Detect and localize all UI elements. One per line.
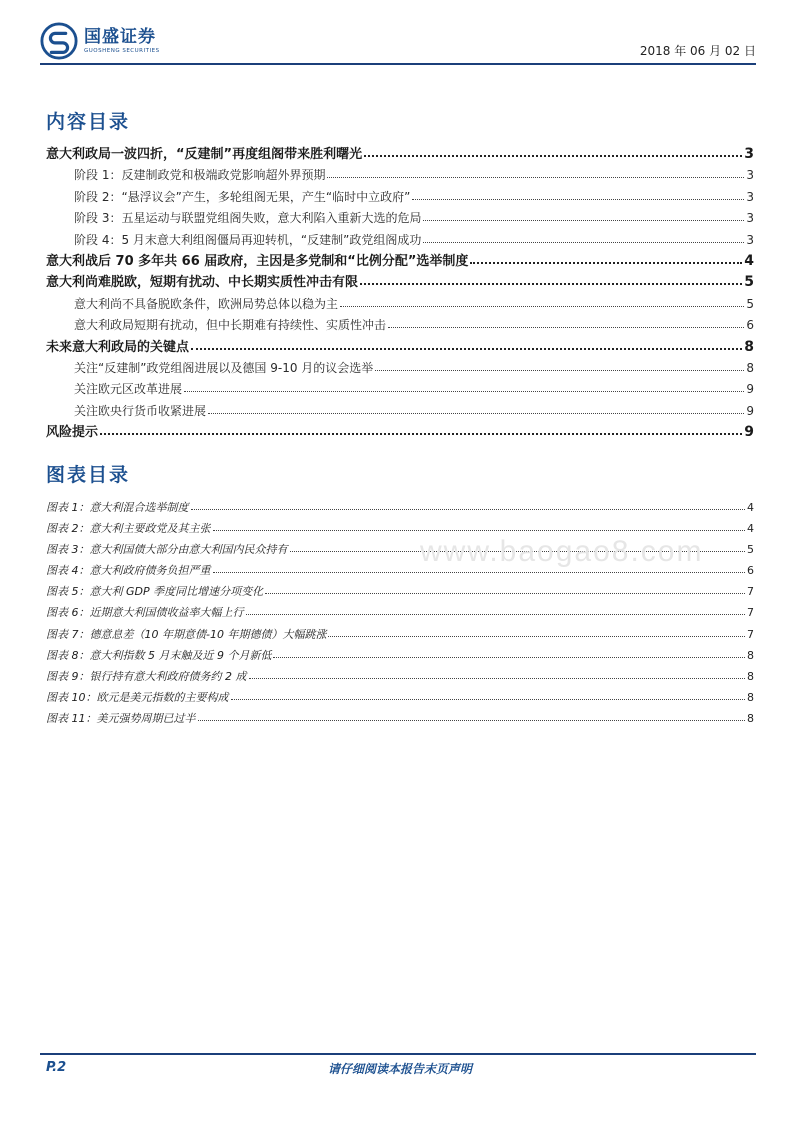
logo-chinese-name: 国盛证券 — [84, 27, 156, 47]
toc-title: 内容目录 — [46, 111, 131, 133]
figure-entry-page: 7 — [747, 627, 754, 641]
dot-leader — [388, 315, 744, 328]
figure-entry-page: 4 — [747, 522, 754, 536]
figure-list-link[interactable] — [46, 602, 754, 623]
footer-divider — [40, 1053, 756, 1055]
figure-list-link[interactable] — [46, 497, 754, 518]
figure-list-link[interactable] — [46, 560, 754, 581]
toc-entry-page: 3 — [746, 232, 754, 247]
dot-leader — [360, 271, 742, 285]
header-divider — [40, 63, 756, 65]
toc-entry-label: 意大利尚不具备脱欧条件，欧洲局势总体以稳为主 — [74, 296, 339, 311]
toc-entry-label: 阶段 4：5 月末意大利组阁僵局再迎转机，“反建制”政党组阁成功 — [74, 232, 422, 247]
toc-entry-label: 意大利尚难脱欧，短期有扰动、中长期实质性冲击有限 — [46, 275, 359, 291]
figure-list-link[interactable] — [46, 539, 754, 560]
toc-entry-page: 5 — [744, 274, 754, 291]
dot-leader — [470, 250, 742, 264]
figure-entry-page: 7 — [747, 585, 754, 599]
figure-list-link[interactable] — [46, 666, 754, 687]
toc-entry-page: 8 — [746, 360, 754, 375]
company-logo — [40, 22, 160, 60]
toc-entry-page: 3 — [744, 146, 754, 162]
toc-entry-page: 3 — [746, 168, 754, 183]
dot-leader — [198, 709, 746, 721]
toc-entry-label: 关注欧元区改革进展 — [74, 382, 183, 397]
dot-leader — [328, 625, 745, 637]
toc-section-link[interactable] — [46, 251, 754, 272]
toc-entry-page: 4 — [744, 252, 754, 269]
figure-entry-label: 图表 2：意大利主要政党及其主张 — [46, 522, 211, 536]
figure-list-title: 图表目录 — [46, 464, 131, 486]
dot-leader — [191, 336, 742, 350]
toc-entry-page: 3 — [746, 189, 754, 204]
figure-entry-label: 图表 1：意大利混合选举制度 — [46, 501, 189, 514]
figure-entry-label: 图表 7：德意息差（10 年期意债-10 年期德债）大幅跳涨 — [46, 627, 327, 641]
dot-leader — [423, 208, 744, 221]
watermark: www.baogao8.com — [420, 535, 704, 568]
toc-subsection-link[interactable] — [46, 208, 754, 229]
figure-list-link[interactable] — [46, 687, 754, 708]
toc-subsection-link[interactable] — [46, 294, 754, 315]
figure-entry-label: 图表 11：美元强势周期已过半 — [46, 711, 196, 725]
toc-subsection-link[interactable] — [46, 401, 754, 422]
figure-list-link[interactable] — [46, 624, 754, 645]
toc-subsection-link[interactable] — [46, 187, 754, 208]
figure-entry-label: 图表 8：意大利指数 5 月末触及近 9 个月新低 — [46, 648, 272, 662]
dot-leader — [249, 667, 746, 679]
figure-entry-page: 6 — [747, 564, 754, 578]
figure-entry-label: 图表 3：意大利国债大部分由意大利国内民众持有 — [46, 543, 288, 557]
figure-list-link[interactable] — [46, 708, 754, 729]
toc-entry-page: 6 — [746, 318, 754, 333]
figure-entry-page: 8 — [747, 690, 754, 704]
toc-entry-label: 意大利政局一波四折，“反建制”再度组阁带来胜利曙光 — [46, 147, 363, 162]
toc-section-link[interactable] — [46, 144, 754, 165]
dot-leader — [327, 165, 744, 178]
figure-entry-label: 图表 10：欧元是美元指数的主要构成 — [46, 690, 229, 704]
dot-leader — [208, 401, 744, 414]
dot-leader — [213, 519, 746, 531]
figure-entry-page: 8 — [747, 648, 754, 662]
figure-entry-label: 图表 6：近期意大利国债收益率大幅上行 — [46, 606, 244, 620]
figure-entry-page: 5 — [747, 543, 754, 557]
toc-entry-label: 未来意大利政局的关键点 — [46, 339, 190, 355]
dot-leader — [246, 603, 746, 615]
dot-leader — [364, 143, 742, 157]
figure-entry-page: 7 — [747, 606, 754, 620]
dot-leader — [375, 358, 744, 371]
toc-subsection-link[interactable] — [46, 230, 754, 251]
toc-entry-label: 意大利战后 70 多年共 66 届政府，主因是多党制和“比例分配”选举制度 — [46, 253, 469, 269]
toc-entry-label: 风险提示 — [46, 425, 99, 441]
logo-english-name: GUOSHENG SECURITIES — [84, 48, 160, 54]
figure-entry-page: 4 — [747, 501, 754, 514]
toc-subsection-link[interactable] — [46, 165, 754, 186]
dot-leader — [100, 421, 742, 435]
guosheng-logo-icon — [40, 22, 78, 60]
toc-section-link[interactable] — [46, 272, 754, 293]
dot-leader — [184, 379, 744, 392]
dot-leader — [191, 498, 746, 510]
page-number: P.2 — [46, 1060, 67, 1075]
figure-list — [46, 497, 754, 729]
figure-entry-page: 8 — [747, 669, 754, 683]
dot-leader — [290, 540, 746, 552]
figure-entry-label: 图表 9：银行持有意大利政府债务约 2 成 — [46, 669, 247, 683]
toc-entry-page: 5 — [746, 296, 754, 311]
toc-subsection-link[interactable] — [46, 358, 754, 379]
toc-section-link[interactable] — [46, 422, 754, 443]
toc-section-link[interactable] — [46, 337, 754, 358]
page-header — [40, 20, 756, 68]
figure-list-link[interactable] — [46, 518, 754, 539]
toc-entry-label: 阶段 3：五星运动与联盟党组阁失败，意大利陷入重新大选的危局 — [74, 211, 422, 226]
toc-entry-page: 9 — [746, 382, 754, 397]
figure-list-link[interactable] — [46, 581, 754, 602]
toc-entry-label: 阶段 1：反建制政党和极端政党影响超外界预期 — [74, 168, 326, 183]
footer-disclaimer: 请仔细阅读本报告末页声明 — [327, 1062, 472, 1076]
toc-entry-label: 阶段 2：“悬浮议会”产生，多轮组阁无果，产生“临时中立政府” — [74, 189, 411, 204]
toc-entry-label: 关注“反建制”政党组阁进展以及德国 9-10 月的议会选举 — [74, 360, 374, 375]
dot-leader — [423, 230, 744, 243]
dot-leader — [213, 561, 746, 573]
dot-leader — [340, 294, 744, 307]
dot-leader — [231, 688, 746, 700]
figure-entry-label: 图表 5：意大利 GDP 季度同比增速分项变化 — [46, 585, 264, 599]
figure-entry-label: 图表 4：意大利政府债务负担严重 — [46, 564, 211, 578]
toc-subsection-link[interactable] — [46, 379, 754, 400]
toc-list — [46, 144, 754, 443]
toc-entry-page: 8 — [744, 338, 754, 355]
dot-leader — [273, 646, 745, 658]
figure-list-link[interactable] — [46, 645, 754, 666]
toc-entry-page: 9 — [744, 424, 754, 441]
toc-entry-page: 9 — [746, 403, 754, 418]
toc-subsection-link[interactable] — [46, 315, 754, 336]
toc-entry-label: 意大利政局短期有扰动，但中长期难有持续性、实质性冲击 — [74, 318, 387, 333]
dot-leader — [265, 582, 745, 594]
figure-entry-page: 8 — [747, 711, 754, 725]
toc-entry-label: 关注欧央行货币收紧进展 — [74, 403, 207, 418]
dot-leader — [412, 187, 744, 200]
report-date: 2018 年 06 月 02 日 — [639, 44, 756, 58]
toc-entry-page: 3 — [746, 211, 754, 226]
